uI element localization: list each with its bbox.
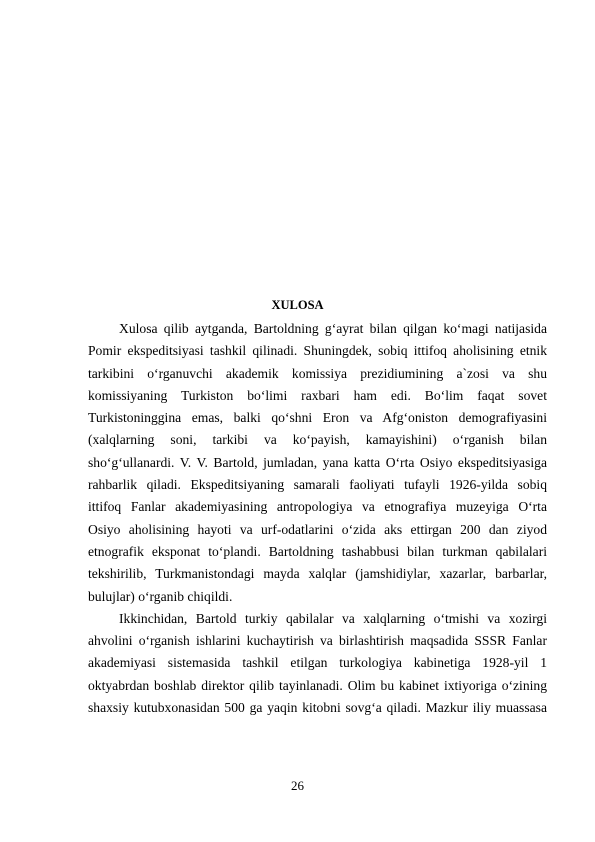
text-line: (xalqlarning soni, tarkibi va ko‘payish, kamayishini) o‘rganish bilan: [88, 432, 547, 448]
text-line: shaxsiy kutubxonasidan 500 ga yaqin kitobni sovg‘a qiladi. Mazkur iliy muassasa: [88, 700, 547, 716]
text-line: Turkistoninggina emas, balki qo‘shni Eron va Afg‘oniston demografiyasini: [88, 410, 547, 426]
text-line: Osiyo aholisining hayoti va urf-odatlarini o‘zida aks ettirgan 200 dan ziyod: [88, 521, 547, 537]
section-heading: XULOSA: [271, 298, 324, 312]
text-line: Ikkinchidan, Bartold turkiy qabilalar va xalqlarning o‘tmishi va xozirgi: [119, 610, 547, 626]
text-line: sho‘g‘ullanardi. V. V. Bartold, jumladan, yana katta O‘rta Osiyo ekspeditsiyasiga: [88, 454, 547, 470]
text-line: akademiyasi sistemasida tashkil etilgan turkologiya kabinetiga 1928-yil 1: [88, 655, 547, 671]
text-line: ittifoq Fanlar akademiyasining antropologiya va etnografiya muzeyiga O‘rta: [88, 499, 547, 515]
text-line: komissiyaning Turkiston bo‘limi raxbari ham edi. Bo‘lim faqat sovet: [88, 387, 547, 403]
text-line: oktyabrdan boshlab direktor qilib tayinlanadi. Olim bu kabinet ixtiyoriga o‘zining: [88, 677, 547, 693]
text-line: rahbarlik qiladi. Ekspeditsiyaning samarali faoliyati tufayli 1926-yilda sobiq: [88, 477, 547, 493]
body-text: [88, 318, 547, 719]
text-line: tarkibini o‘rganuvchi akademik komissiya prezidiumining a`zosi va shu: [88, 365, 547, 381]
text-line: tekshirilib, Turkmanistondagi mayda xalqlar (jamshidiylar, xazarlar, barbarlar,: [88, 566, 547, 582]
text-line: ahvolini o‘rganish ishlarini kuchaytirish va birlashtirish maqsadida SSSR Fanlar: [88, 633, 547, 649]
text-line: Xulosa qilib aytganda, Bartoldning g‘ayrat bilan qilgan ko‘magi natijasida: [119, 321, 547, 336]
page-number: 26: [291, 778, 304, 793]
text-line: Pomir ekspeditsiyasi tashkil qilinadi. Shuningdek, sobiq ittifoq aholisining etnik: [88, 343, 547, 359]
text-line: etnografik eksponat to‘plandi. Bartoldning tashabbusi bilan turkman qabilalari: [88, 543, 547, 559]
text-line: bulujlar) o‘rganib chiqildi.: [88, 588, 233, 604]
